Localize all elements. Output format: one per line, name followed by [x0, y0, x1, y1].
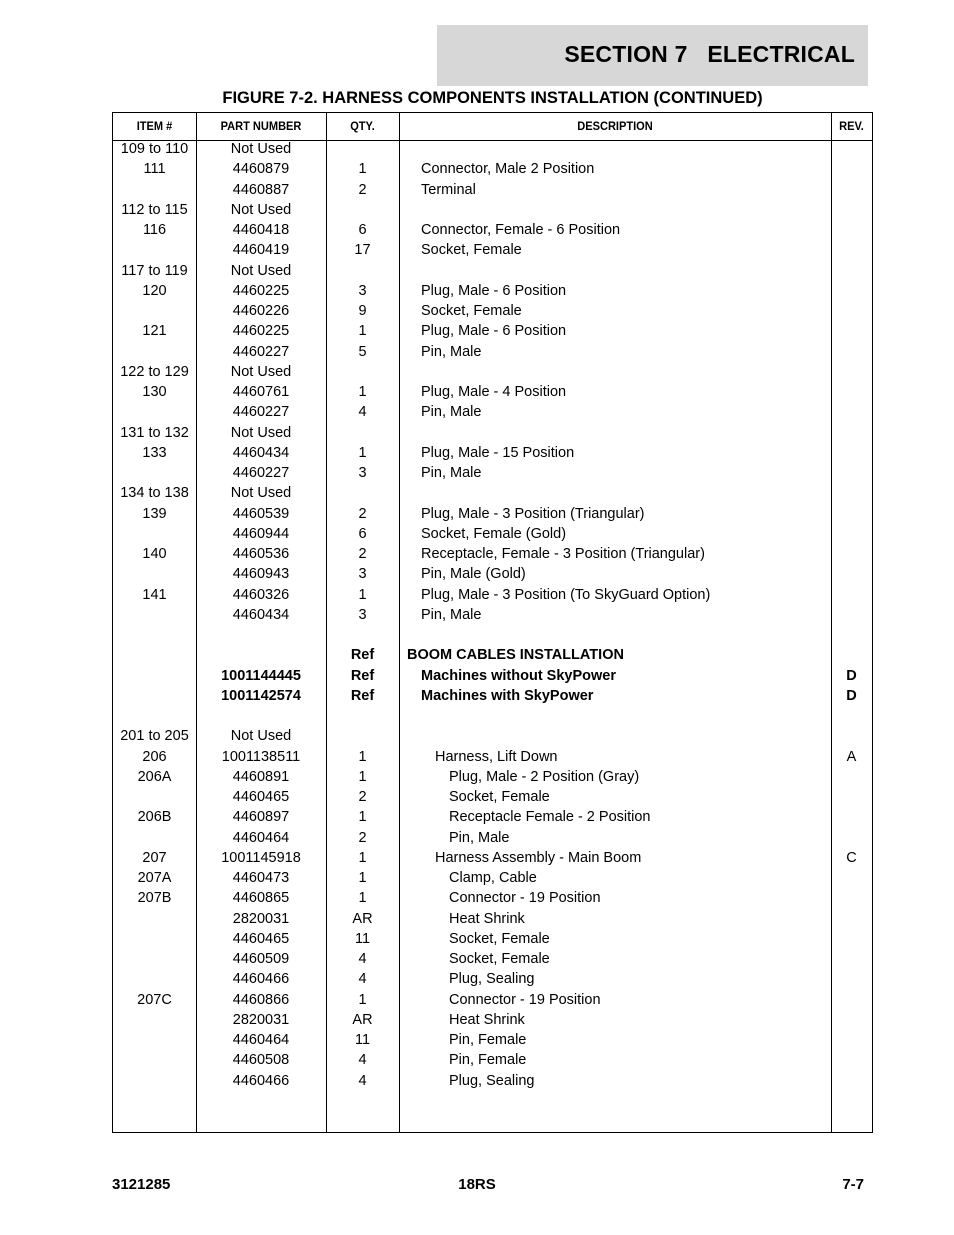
description-cell: Pin, Male: [421, 343, 482, 360]
quantity-cell: 3: [358, 606, 367, 623]
table-row: [113, 524, 872, 544]
description-cell: Plug, Male - 4 Position: [421, 384, 567, 400]
table-row: [113, 423, 872, 443]
table-row: [113, 605, 872, 625]
quantity-cell: Ref: [350, 667, 375, 684]
description-cell: Plug, Male - 6 Position: [421, 323, 567, 340]
description-cell: Receptacle, Female - 3 Position (Triangular): [421, 546, 705, 562]
table-row: [113, 969, 872, 989]
column-header-item: ITEM #: [136, 119, 173, 133]
table-row: [113, 463, 872, 483]
table-row: [113, 564, 872, 584]
quantity-cell: Ref: [350, 647, 375, 664]
item-number-cell: 201 to 205: [120, 728, 189, 745]
quantity-cell: 11: [354, 930, 371, 947]
description-cell: BOOM CABLES INSTALLATION: [407, 647, 624, 664]
quantity-cell: 1: [358, 748, 367, 765]
table-row: [113, 706, 872, 726]
part-number-cell: Not Used: [230, 201, 292, 218]
revision-cell: D: [846, 667, 857, 684]
item-number-cell: 111: [143, 161, 166, 178]
table-row: [113, 362, 872, 382]
description-cell: Plug, Sealing: [449, 971, 535, 988]
table-row: [113, 382, 872, 402]
description-cell: Pin, Male: [421, 404, 482, 421]
description-cell: Pin, Female: [449, 1032, 527, 1048]
table-row: [113, 1010, 872, 1030]
description-cell: Socket, Female (Gold): [421, 525, 567, 542]
item-number-cell: 207C: [137, 991, 172, 1008]
table-row: [113, 625, 872, 645]
description-cell: Plug, Sealing: [449, 1072, 535, 1089]
quantity-cell: 3: [358, 282, 367, 299]
table-row: [113, 929, 872, 949]
part-number-cell: 1001142574: [221, 687, 301, 704]
description-cell: Pin, Male: [421, 606, 482, 623]
table-row: [113, 159, 872, 179]
description-cell: Plug, Male - 6 Position: [421, 282, 567, 299]
description-cell: Socket, Female: [421, 303, 522, 319]
item-number-cell: 122 to 129: [120, 363, 189, 380]
part-number-cell: 4460887: [232, 181, 290, 198]
table-row: [113, 1030, 872, 1050]
table-row: [113, 301, 872, 321]
table-row: [113, 504, 872, 524]
table-row: [113, 180, 872, 200]
part-number-cell: 4460866: [232, 991, 290, 1008]
part-number-cell: 4460473: [232, 870, 290, 886]
item-number-cell: 130: [142, 384, 167, 400]
part-number-cell: 4460509: [232, 951, 290, 967]
quantity-cell: 3: [358, 465, 367, 481]
description-cell: Terminal: [421, 181, 476, 198]
quantity-cell: 6: [358, 525, 367, 542]
description-cell: Plug, Male - 15 Position: [421, 444, 575, 461]
description-cell: Clamp, Cable: [449, 870, 537, 886]
part-number-cell: 1001145918: [221, 849, 301, 866]
part-number-cell: 4460943: [232, 566, 290, 583]
part-number-cell: 4460227: [232, 465, 290, 481]
description-cell: Connector - 19 Position: [449, 991, 601, 1008]
table-row: [113, 726, 872, 746]
part-number-cell: 1001144445: [221, 667, 301, 684]
part-number-cell: 4460536: [232, 546, 290, 562]
description-cell: Connector - 19 Position: [449, 890, 601, 907]
quantity-cell: AR: [352, 910, 373, 927]
part-number-cell: 4460227: [232, 404, 290, 421]
part-number-cell: 4460761: [232, 384, 290, 400]
item-number-cell: 134 to 138: [120, 485, 189, 502]
quantity-cell: 2: [358, 181, 367, 198]
quantity-cell: 2: [358, 505, 367, 522]
item-number-cell: 207B: [137, 890, 172, 907]
part-number-cell: 4460225: [232, 282, 290, 299]
quantity-cell: 1: [358, 849, 367, 866]
description-cell: Heat Shrink: [449, 1011, 525, 1028]
table-row: [113, 949, 872, 969]
table-row: [113, 909, 872, 929]
column-header-part-number: PART NUMBER: [220, 119, 302, 133]
item-number-cell: 140: [142, 546, 167, 562]
description-cell: Machines without SkyPower: [421, 667, 616, 684]
table-row: [113, 342, 872, 362]
description-cell: Plug, Male - 2 Position (Gray): [449, 768, 640, 785]
table-row: [113, 645, 872, 665]
description-cell: Socket, Female: [449, 789, 550, 805]
quantity-cell: 11: [354, 1032, 371, 1048]
quantity-cell: 4: [358, 1072, 367, 1089]
item-number-cell: 117 to 119: [121, 262, 188, 279]
table-row: [113, 767, 872, 787]
revision-cell: A: [846, 748, 857, 765]
item-number-cell: 206A: [137, 768, 172, 785]
table-row: [113, 321, 872, 341]
quantity-cell: 3: [358, 566, 367, 583]
description-cell: Pin, Male: [421, 465, 482, 481]
column-header-rev: REV.: [839, 119, 864, 133]
table-row: [113, 261, 872, 281]
quantity-cell: AR: [352, 1011, 373, 1028]
part-number-cell: 4460326: [232, 586, 290, 603]
footer-page-number: 7-7: [842, 1176, 864, 1193]
item-number-cell: 207: [142, 849, 167, 866]
part-number-cell: 4460226: [232, 303, 290, 319]
description-cell: Connector, Male 2 Position: [421, 161, 595, 178]
part-number-cell: 4460865: [232, 890, 290, 907]
item-number-cell: 133: [142, 444, 167, 461]
quantity-cell: 2: [358, 546, 367, 562]
quantity-cell: 9: [358, 303, 367, 319]
column-header-qty: QTY.: [350, 119, 375, 133]
table-row: [113, 1050, 872, 1070]
description-cell: Plug, Male - 3 Position (Triangular): [421, 505, 645, 522]
item-number-cell: 207A: [137, 870, 172, 886]
description-cell: Pin, Female: [449, 1052, 527, 1069]
footer-model: 18RS: [458, 1176, 496, 1193]
part-number-cell: Not Used: [230, 363, 292, 380]
part-number-cell: Not Used: [230, 262, 292, 279]
table-row: [113, 747, 872, 767]
description-cell: Socket, Female: [421, 242, 522, 259]
footer-doc-number: 3121285: [112, 1176, 171, 1193]
table-row: [113, 828, 872, 848]
table-row: [113, 807, 872, 827]
description-cell: Machines with SkyPower: [421, 687, 594, 704]
column-header-description: DESCRIPTION: [577, 119, 653, 133]
quantity-cell: 1: [358, 586, 367, 603]
quantity-cell: 1: [358, 323, 367, 340]
part-number-cell: 4460466: [232, 971, 290, 988]
part-number-cell: 4460539: [232, 505, 290, 522]
part-number-cell: 4460897: [232, 809, 290, 826]
item-number-cell: 131 to 132: [120, 424, 189, 441]
part-number-cell: Not Used: [230, 141, 292, 157]
quantity-cell: 2: [358, 829, 367, 846]
part-number-cell: 4460891: [232, 768, 290, 785]
table-row: [113, 139, 872, 159]
item-number-cell: 139: [142, 505, 167, 522]
description-cell: Socket, Female: [449, 951, 550, 967]
table-row: [113, 281, 872, 301]
quantity-cell: 4: [358, 1052, 367, 1069]
part-number-cell: 4460465: [232, 789, 290, 805]
table-row: [113, 888, 872, 908]
part-number-cell: 4460464: [232, 829, 290, 846]
item-number-cell: 206B: [137, 809, 172, 826]
part-number-cell: 4460465: [232, 930, 290, 947]
item-number-cell: 141: [142, 586, 167, 603]
quantity-cell: 6: [358, 222, 367, 238]
table-row: [113, 402, 872, 422]
table-row: [113, 220, 872, 240]
table-row: [113, 544, 872, 564]
table-row: [113, 686, 872, 706]
part-number-cell: 4460225: [232, 323, 290, 340]
description-cell: Pin, Male: [449, 829, 510, 846]
quantity-cell: 1: [358, 809, 367, 826]
quantity-cell: 4: [358, 951, 367, 967]
figure-title: FIGURE 7-2. HARNESS COMPONENTS INSTALLATION (CONTINUED): [222, 89, 763, 107]
table-row: [113, 787, 872, 807]
table-row: [113, 990, 872, 1010]
quantity-cell: 2: [358, 789, 367, 805]
table-row: [113, 483, 872, 503]
part-number-cell: 4460227: [232, 343, 290, 360]
part-number-cell: 4460879: [232, 161, 290, 178]
part-number-cell: 4460508: [232, 1052, 290, 1069]
item-number-cell: 112 to 115: [121, 201, 188, 218]
part-number-cell: 4460464: [232, 1032, 290, 1048]
item-number-cell: 120: [142, 282, 167, 299]
quantity-cell: Ref: [350, 687, 375, 704]
table-row: [113, 848, 872, 868]
part-number-cell: 4460418: [232, 222, 290, 238]
quantity-cell: 1: [358, 870, 367, 886]
revision-cell: C: [846, 849, 857, 866]
quantity-cell: 1: [358, 768, 367, 785]
revision-cell: D: [846, 687, 857, 704]
quantity-cell: 1: [358, 890, 367, 907]
section-title: SECTION 7 ELECTRICAL: [564, 41, 855, 67]
quantity-cell: 17: [354, 242, 371, 259]
description-cell: Socket, Female: [449, 930, 550, 947]
description-cell: Connector, Female - 6 Position: [421, 222, 621, 238]
section-banner: [437, 25, 868, 86]
quantity-cell: 1: [358, 161, 367, 178]
part-number-cell: 2820031: [232, 910, 290, 927]
description-cell: Plug, Male - 3 Position (To SkyGuard Option): [421, 586, 711, 603]
quantity-cell: 4: [358, 404, 367, 421]
table-row: [113, 585, 872, 605]
description-cell: Harness Assembly - Main Boom: [435, 849, 642, 866]
part-number-cell: 4460419: [232, 242, 290, 259]
table-row: [113, 240, 872, 260]
table-row: [113, 443, 872, 463]
item-number-cell: 109 to 110: [120, 141, 189, 157]
part-number-cell: 4460466: [232, 1072, 290, 1089]
part-number-cell: 2820031: [232, 1011, 290, 1028]
item-number-cell: 121: [142, 323, 167, 340]
part-number-cell: 4460434: [232, 606, 290, 623]
part-number-cell: Not Used: [230, 424, 292, 441]
description-cell: Heat Shrink: [449, 910, 525, 927]
item-number-cell: 206: [142, 748, 167, 765]
description-cell: Receptacle Female - 2 Position: [449, 809, 651, 826]
part-number-cell: 4460944: [232, 525, 290, 542]
table-row: [113, 868, 872, 888]
part-number-cell: Not Used: [230, 728, 292, 745]
description-cell: Pin, Male (Gold): [421, 566, 526, 583]
item-number-cell: 116: [142, 222, 167, 238]
description-cell: Harness, Lift Down: [435, 748, 558, 765]
part-number-cell: Not Used: [230, 485, 292, 502]
parts-table: [112, 112, 873, 1133]
part-number-cell: 1001138511: [221, 748, 301, 765]
quantity-cell: 4: [358, 971, 367, 988]
part-number-cell: 4460434: [232, 444, 290, 461]
quantity-cell: 1: [358, 991, 367, 1008]
table-row: [113, 200, 872, 220]
quantity-cell: 1: [358, 444, 367, 461]
quantity-cell: 1: [358, 384, 367, 400]
table-row: [113, 666, 872, 686]
table-row: [113, 1071, 872, 1091]
quantity-cell: 5: [358, 343, 367, 360]
